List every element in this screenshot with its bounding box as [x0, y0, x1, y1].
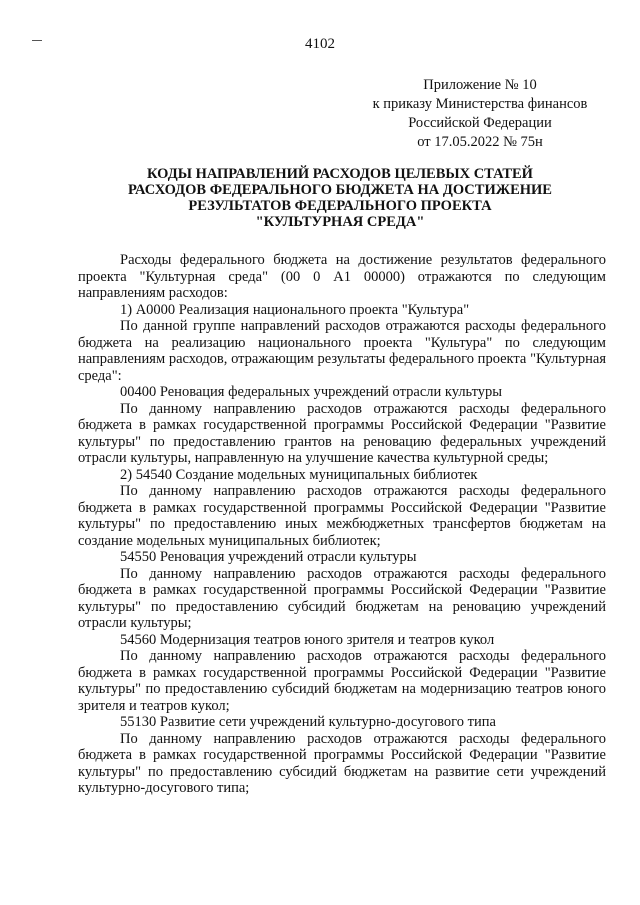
- section-heading: 00400 Реновация федеральных учреждений отрасли культуры: [120, 384, 503, 400]
- section-heading: 54560 Модернизация театров юного зрителя и театров кукол: [120, 631, 495, 648]
- title-line: РЕЗУЛЬТАТОВ ФЕДЕРАЛЬНОГО ПРОЕКТА: [188, 198, 492, 214]
- section-heading: 54550 Реновация учреждений отрасли культуры: [120, 549, 417, 565]
- title-line: РАСХОДОВ ФЕДЕРАЛЬНОГО БЮДЖЕТА НА ДОСТИЖЕНИЕ: [128, 182, 552, 198]
- section-heading: 2) 54540 Создание модельных муниципальных библиотек: [120, 466, 478, 483]
- section-paragraph: По данному направлению расходов отражаются расходы федерального бюджета в рамках государственной программы Российской Федерации "Развитие культуры" по предоставлению иных межбюджетных трансфертов бюджетам на создание модельных муниципальных библиотек;: [78, 483, 606, 549]
- section-paragraph: По данной группе направлений расходов отражаются расходы федерального бюджета на реализацию национального проекта "Культура" по следующим направлениям расходов, отражающим результаты федерального проекта "Культурная среда":: [78, 318, 606, 384]
- appendix-line: от 17.05.2022 № 75н: [417, 134, 543, 150]
- section-paragraph: По данному направлению расходов отражаются расходы федерального бюджета в рамках государственной программы Российской Федерации "Развитие культуры" по предоставлению субсидий бюджетам на модернизацию театров юного зрителя и театров кукол;: [78, 648, 606, 714]
- title-line: КОДЫ НАПРАВЛЕНИЙ РАСХОДОВ ЦЕЛЕВЫХ СТАТЕЙ: [147, 166, 533, 182]
- intro-paragraph: Расходы федерального бюджета на достижение результатов федерального проекта "Культурная среда" (00 0 А1 00000) отражаются по следующим направлениям расходов:: [78, 252, 606, 301]
- section-heading: 55130 Развитие сети учреждений культурно-досугового типа: [120, 714, 496, 730]
- appendix-line: к приказу Министерства финансов: [372, 96, 588, 112]
- section-paragraph: По данному направлению расходов отражаются расходы федерального бюджета в рамках государственной программы Российской Федерации "Развитие культуры" по предоставлению субсидий бюджетам на развитие сети учреждений культурно-досугового типа;: [78, 730, 606, 796]
- appendix-line: Приложение № 10: [423, 77, 537, 93]
- appendix-header: [360, 76, 600, 152]
- section-heading: 1) А0000 Реализация национального проекта "Культура": [120, 301, 470, 318]
- section-paragraph: По данному направлению расходов отражаются расходы федерального бюджета в рамках государственной программы Российской Федерации "Развитие культуры" по предоставлению субсидий бюджетам на реновацию учреждений отрасли культуры;: [78, 565, 606, 631]
- appendix-line: Российской Федерации: [408, 115, 552, 131]
- document-body: [78, 252, 606, 797]
- title-line: "КУЛЬТУРНАЯ СРЕДА": [255, 214, 425, 230]
- page-number: 4102: [305, 36, 335, 52]
- document-title: [60, 166, 620, 230]
- section-paragraph: По данному направлению расходов отражаются расходы федерального бюджета в рамках государственной программы Российской Федерации "Развитие культуры" по предоставлению грантов на реновацию федеральных учреждений отрасли культуры, направленную на улучшение качества культурной среды;: [78, 400, 606, 466]
